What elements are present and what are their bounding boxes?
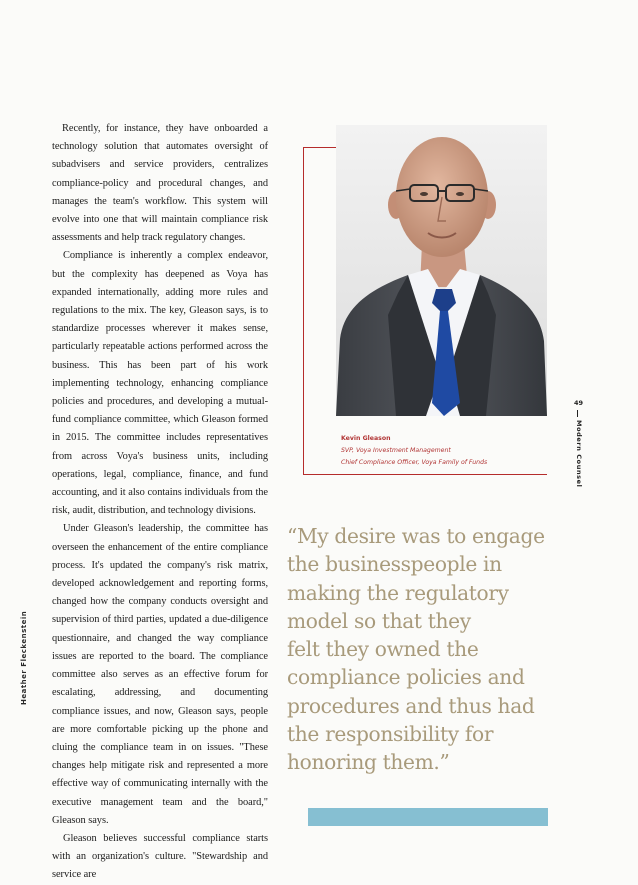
pull-quote-line: compliance policies and bbox=[287, 665, 525, 690]
article-paragraph: Compliance is inherently a complex endeavor, but the complexity has deepened as Voya has expanded internationally, adding more rules and regulations to the mix. The key, Gleason says, is to standardize processes wherever it makes sense, particularly repeatable actions performed across the business. This has been part of his work implementing technology, enhancing compliance policies and procedures, and developing a mutual-fund compliance committee, which Gleason formed in 2015. The committee includes representatives from across Voya's business units, including operations, legal, compliance, finance, and fund accounting, and it also contains individuals from the risk, audit, distribution, and technology divisions. bbox=[52, 250, 268, 517]
magazine-name: Modern Counsel bbox=[575, 420, 583, 488]
frame-rule-top bbox=[303, 147, 336, 148]
frame-rule-left bbox=[303, 147, 304, 475]
photo-credit: Heather Fleckenstein bbox=[20, 610, 28, 705]
pull-quote-line: felt they owned the bbox=[287, 637, 479, 662]
page-number: 49 bbox=[574, 399, 584, 407]
pull-quote-line: model so that they bbox=[287, 608, 471, 633]
pull-quote-line: procedures and thus had bbox=[287, 693, 535, 718]
caption-title-1: SVP, Voya Investment Management bbox=[341, 447, 451, 454]
pull-quote-line: “My desire was to engage bbox=[287, 524, 545, 548]
article-body bbox=[52, 120, 268, 885]
pull-quote-line: the businesspeople in bbox=[287, 552, 502, 577]
caption-title-2: Chief Compliance Officer, Voya Family of Funds bbox=[341, 459, 488, 466]
portrait-illustration bbox=[336, 125, 547, 416]
article-paragraph: Under Gleason's leadership, the committee has overseen the enhancement of the entire compliance process. It's updated the company's risk matrix, developed acknowledgement and reporting forms, changed how the company conducts oversight and supervision of third parties, updated a due-diligence questionnaire, and changed the way compliance issues are reported to the board. The compliance committee also serves as an effective forum for escalating, addressing, and documenting compliance issues, and now, Gleason says, people are more comfortable picking up the phone and cluing the compliance team in on issues. "These changes help mitigate risk and represented a more effective way of communicating internally with the executive management team and the board," Gleason says. bbox=[52, 523, 268, 826]
pull-quote bbox=[287, 522, 587, 777]
pull-quote-line: the responsibility for bbox=[287, 722, 494, 747]
folio-divider bbox=[577, 410, 578, 417]
pull-quote-line: making the regulatory bbox=[287, 580, 509, 605]
caption-name: Kevin Gleason bbox=[341, 435, 391, 442]
pull-quote-line: honoring them.” bbox=[287, 750, 450, 775]
article-paragraph: Recently, for instance, they have onboarded a technology solution that automates oversight of subadvisers and service providers, centralizes compliance-policy and procedural changes, and manages the team's workflow. This system will evolve into one that will maintain compliance risk assessments and help track regulatory changes. bbox=[52, 123, 268, 244]
frame-rule-bottom bbox=[303, 474, 547, 475]
portrait-photo bbox=[336, 125, 547, 416]
accent-bar bbox=[308, 808, 548, 826]
article-paragraph: Gleason believes successful compliance starts with an organization's culture. "Stewardship and service are bbox=[52, 832, 268, 881]
photo-caption bbox=[341, 433, 551, 469]
